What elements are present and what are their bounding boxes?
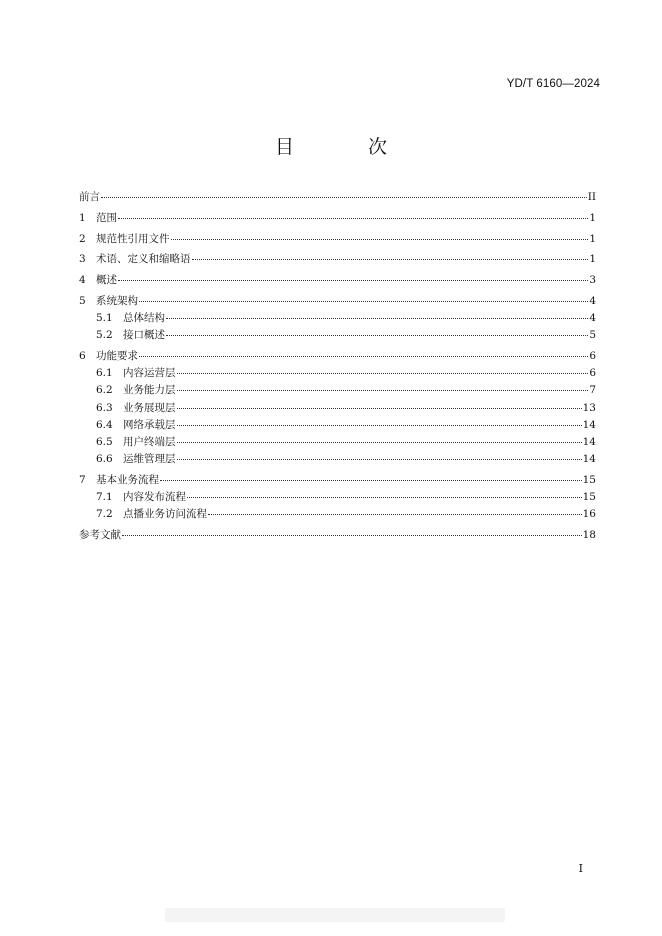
- toc-entry-number: 6.5: [96, 436, 113, 448]
- toc-dot-leader: [177, 390, 589, 391]
- toc-entry[interactable]: [79, 210, 596, 227]
- toc-entry[interactable]: [79, 472, 596, 489]
- toc-dot-leader: [101, 197, 587, 198]
- toc-dot-leader: [166, 335, 588, 336]
- toc-entry[interactable]: [79, 231, 596, 248]
- toc-entry-label: 规范性引用文件: [96, 232, 170, 245]
- toc-entry-page: 15: [582, 491, 596, 504]
- toc-entry-page: 6: [589, 367, 596, 380]
- toc-entry-number: 6.4: [96, 418, 113, 431]
- toc-entry-number: 5.1: [96, 312, 113, 325]
- toc-entry-number: 1: [79, 211, 86, 224]
- toc-entry-page: 14: [582, 418, 596, 431]
- toc-entry-label: 功能要求: [96, 350, 138, 363]
- toc-entry[interactable]: [79, 272, 596, 289]
- toc-entry-number: 6.3: [96, 401, 113, 414]
- toc-dot-leader: [139, 301, 588, 302]
- toc-entry-label: 参考文献: [79, 529, 121, 542]
- toc-entry-page: 13: [582, 401, 596, 414]
- toc-entry-page: 5: [589, 329, 596, 342]
- toc-entry[interactable]: [79, 310, 596, 327]
- toc-entry-label: 内容运营层: [123, 367, 176, 380]
- toc-dot-leader: [177, 425, 582, 426]
- toc-dot-leader: [139, 356, 588, 357]
- toc-dot-leader: [122, 535, 582, 536]
- toc-dot-leader: [187, 497, 582, 498]
- toc-entry-number: 7: [79, 473, 86, 486]
- toc-entry-number: 6.6: [96, 453, 113, 466]
- toc-entry-label: 概述: [96, 274, 117, 287]
- toc-entry-label: 内容发布流程: [123, 491, 186, 504]
- toc-dot-leader: [177, 459, 582, 460]
- toc-entry-number: 5: [79, 294, 86, 307]
- toc-entry[interactable]: [79, 417, 596, 434]
- toc-entry[interactable]: [79, 327, 596, 344]
- table-of-contents: [79, 189, 596, 544]
- toc-entry-number: 6.2: [96, 384, 113, 397]
- toc-entry[interactable]: [79, 251, 596, 268]
- toc-entry-page: 1: [589, 253, 596, 266]
- toc-entry-label: 术语、定义和缩略语: [96, 253, 191, 266]
- toc-entry-page: 3: [589, 274, 596, 287]
- toc-entry-page: 14: [582, 453, 596, 466]
- toc-entry-page: 1: [589, 211, 596, 224]
- toc-entry-page: 16: [582, 508, 596, 521]
- toc-entry[interactable]: [79, 506, 596, 523]
- toc-entry-number: 3: [79, 253, 86, 266]
- toc-entry-page: 14: [582, 436, 596, 448]
- toc-entry-number: 4: [79, 274, 86, 287]
- toc-entry-label: 业务能力层: [123, 384, 176, 397]
- toc-entry-label: 网络承载层: [123, 418, 176, 431]
- toc-entry[interactable]: [79, 365, 596, 382]
- page-title: 目 次: [274, 136, 422, 158]
- toc-entry-number: 5.2: [96, 329, 113, 342]
- toc-dot-leader: [160, 480, 582, 481]
- toc-dot-leader: [118, 218, 588, 219]
- toc-dot-leader: [171, 239, 589, 240]
- toc-entry-page: 4: [589, 294, 596, 307]
- toc-entry-label: 总体结构: [123, 312, 165, 325]
- toc-entry-page: 7: [589, 384, 596, 397]
- toc-entry-page: 1: [589, 232, 596, 245]
- toc-entry[interactable]: [79, 527, 596, 544]
- toc-entry-label: 前言: [79, 191, 100, 203]
- toc-entry-number: 7.2: [96, 508, 113, 521]
- toc-entry-label: 系统架构: [96, 294, 138, 307]
- toc-entry[interactable]: [79, 489, 596, 506]
- toc-entry-number: 7.1: [96, 491, 113, 504]
- toc-entry[interactable]: [79, 189, 596, 206]
- toc-entry-page: 6: [589, 350, 596, 363]
- toc-dot-leader: [118, 280, 588, 281]
- toc-entry-number: 2: [79, 232, 86, 245]
- toc-entry-label: 点播业务访问流程: [123, 508, 207, 521]
- toc-entry[interactable]: [79, 382, 596, 399]
- toc-entry-number: 6: [79, 350, 86, 363]
- toc-entry-label: 接口概述: [123, 329, 165, 342]
- toc-entry[interactable]: [79, 400, 596, 417]
- toc-dot-leader: [166, 318, 588, 319]
- page-number: I: [578, 862, 583, 875]
- toc-dot-leader: [208, 514, 582, 515]
- toc-entry-page: 4: [589, 312, 596, 325]
- toc-entry-label: 运维管理层: [123, 453, 176, 466]
- toc-entry-page: II: [587, 191, 596, 203]
- toc-entry[interactable]: [79, 293, 596, 310]
- toc-entry-page: 18: [582, 529, 596, 542]
- toc-dot-leader: [177, 408, 582, 409]
- toc-entry-number: 6.1: [96, 367, 113, 380]
- toc-entry-label: 用户终端层: [123, 436, 176, 448]
- toc-entry-label: 基本业务流程: [96, 473, 159, 486]
- toc-dot-leader: [192, 259, 589, 260]
- toc-entry-label: 业务展现层: [123, 401, 176, 414]
- toc-dot-leader: [177, 442, 582, 443]
- watermark: [165, 908, 505, 922]
- toc-entry-page: 15: [582, 473, 596, 486]
- standard-code: YD/T 6160—2024: [506, 78, 600, 90]
- toc-dot-leader: [177, 373, 589, 374]
- toc-entry-label: 范围: [96, 211, 117, 224]
- toc-entry[interactable]: [79, 348, 596, 365]
- toc-entry[interactable]: [79, 451, 596, 468]
- toc-entry[interactable]: [79, 434, 596, 451]
